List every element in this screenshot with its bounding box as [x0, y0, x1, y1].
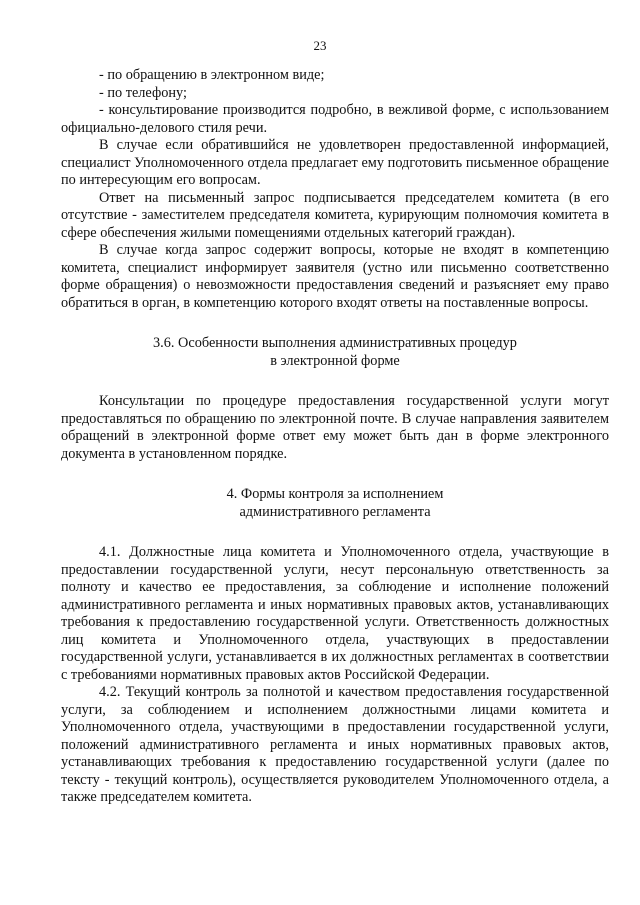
list-item-phone: - по телефону; — [99, 84, 187, 101]
section-4-1-paragraph: 4.1. Должностные лица комитета и Уполномоченного отдела, участвующие в предоставлении государственной услуги, несут персональную ответственность за полноту и качество ее предоставления, за соблюдение и исполнение положений административного регламента и иных нормативных правовых актов, устанавливающих требования к предоставлению государственной услуги. Ответственность должностных лиц комитета и Уполномоченного отдела, участвующих в предоставлении государственной услуги, устанавливается в их должностных регламентах в соответствии с требованиями нормативных правовых актов Российской Федерации. — [61, 544, 609, 683]
page-number: 23 — [313, 38, 327, 53]
section-3-6-paragraph: Консультации по процедуре предоставления государственной услуги могут предоставляться по обращению по электронной почте. В случае направления заявителем обращений в электронной форме ответ ему может быть дан в форме электронного документа в установленном порядке. — [61, 393, 609, 462]
list-item-electronic: - по обращению в электронном виде; — [99, 67, 325, 83]
list-item-consulting: - консультирование производится подробно, в вежливой форме, с использованием официально-делового стиля речи. — [61, 102, 609, 136]
section-3-6-heading-line2: в электронной форме — [270, 353, 400, 369]
section-4-heading-line2: административного регламента — [239, 504, 431, 520]
section-3-6-heading-line1: 3.6. Особенности выполнения административных процедур — [153, 335, 517, 351]
document-body — [61, 67, 609, 807]
paragraph-unsatisfied: В случае если обратившийся не удовлетворен предоставленной информацией, специалист Уполномоченного отдела предлагает ему подготовить письменное обращение по интересующим его вопросам. — [61, 137, 609, 188]
paragraph-written-reply: Ответ на письменный запрос подписывается председателем комитета (в его отсутствие - заместителем председателя комитета, курирующим полномочия комитета в сфере обеспечения жилыми помещениями отдельных категорий граждан). — [61, 189, 609, 241]
paragraph-out-of-scope: В случае когда запрос содержит вопросы, которые не входят в компетенцию комитета, специалист информирует заявителя (устно или письменно соответственно форме обращения) о невозможности предоставления сведений и разъясняет ему право обратиться в орган, в компетенцию которого входят ответы на поставленные вопросы. — [61, 242, 609, 311]
section-4-2-paragraph: 4.2. Текущий контроль за полнотой и качеством предоставления государственной услуги, за соблюдением и исполнением должностными лицами комитета и Уполномоченного отдела, участвующими в предоставлении государственной услуги, положений административного регламента и иных нормативных правовых актов, устанавливающих требования к предоставлению государственной услуги (далее по тексту - текущий контроль), осуществляется руководителем Уполномоченного отдела, а также председателем комитета. — [61, 684, 609, 805]
section-4-heading-line1: 4. Формы контроля за исполнением — [226, 486, 444, 502]
